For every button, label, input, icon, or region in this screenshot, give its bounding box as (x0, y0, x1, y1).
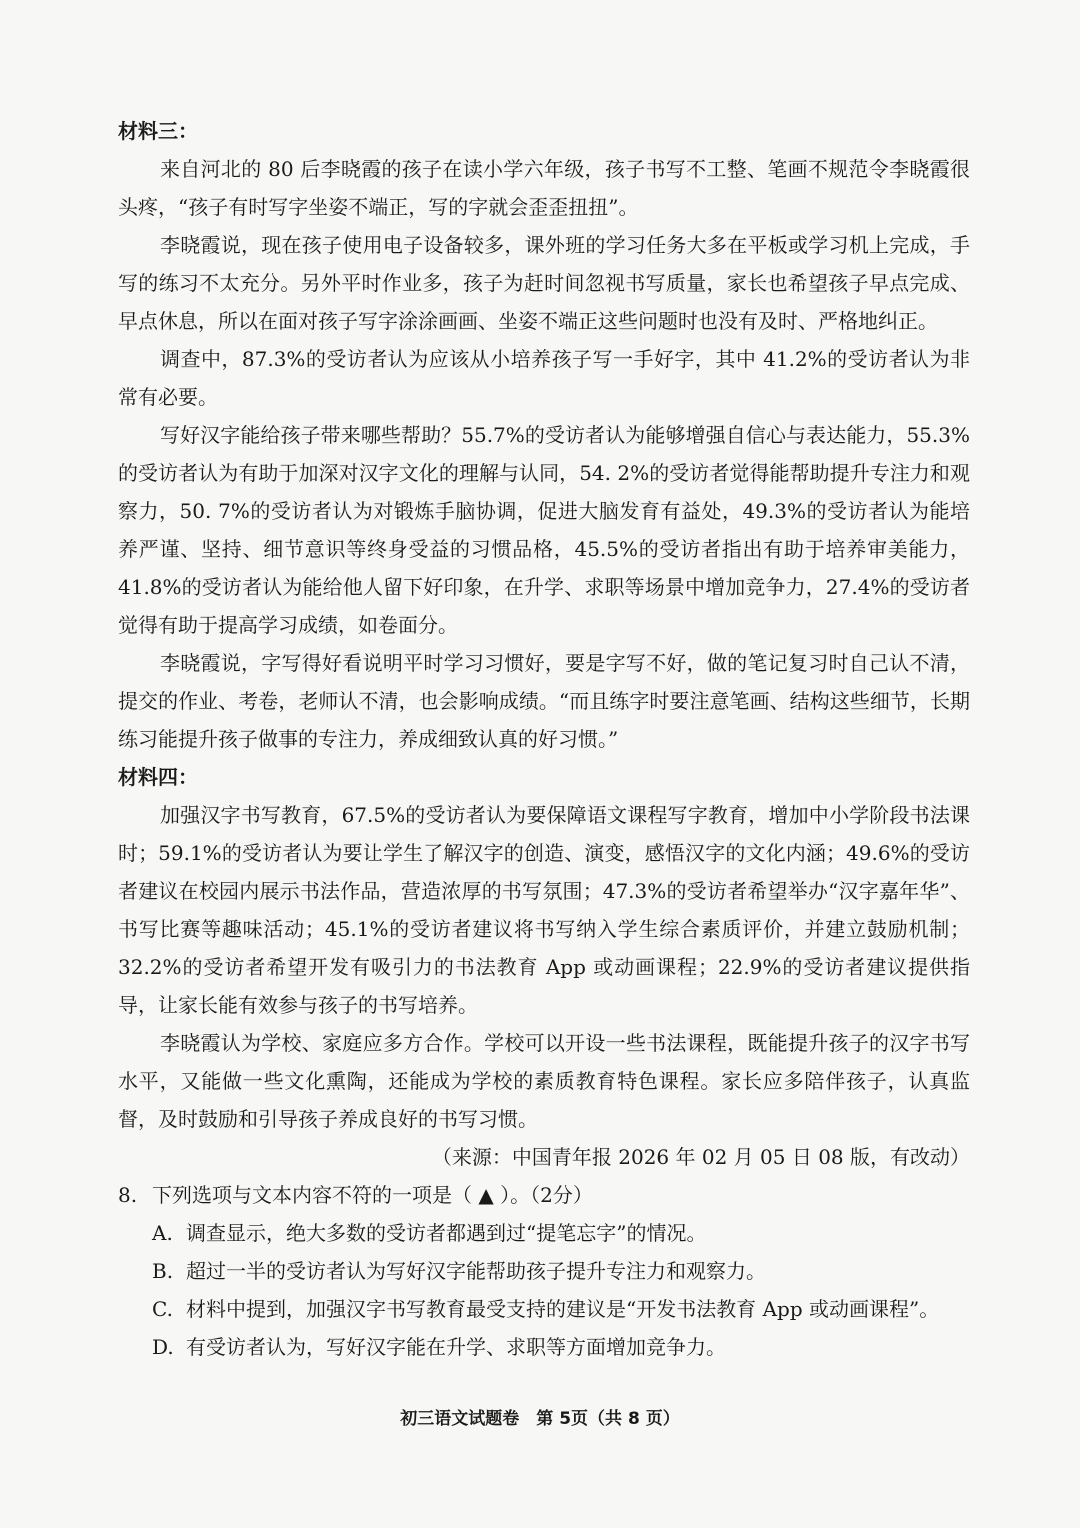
question-number: 8. (118, 1183, 138, 1207)
material-4-heading: 材料四： (118, 765, 198, 789)
exam-page (118, 112, 970, 1366)
option-letter: D. (152, 1335, 174, 1359)
option-letter: B. (152, 1259, 174, 1283)
option-letter: C. (152, 1297, 173, 1321)
material-4-paragraph-1: 加强汉字书写教育，67.5%的受访者认为要保障语文课程写字教育，增加中小学阶段书法课时；59.1%的受访者认为要让学生了解汉字的创造、演变，感悟汉字的文化内涵；49.6%的受访者建议在校园内展示书法作品，营造浓厚的书写氛围；47.3%的受访者希望举办“汉字嘉年华”、书写比赛等趣味活动；45.1%的受访者建议将书写纳入学生综合素质评价，并建立鼓励机制；32.2%的受访者希望开发有吸引力的书法教育 App 或动画课程；22.9%的受访者建议提供指导，让家长能有效参与孩子的书写培养。 (118, 803, 970, 1017)
source-citation: （来源：中国青年报 2026 年 02 月 05 日 08 版，有改动） (431, 1145, 970, 1169)
material-3-paragraph-3: 调查中，87.3%的受访者认为应该从小培养孩子写一手好字，其中 41.2%的受访者认为非常有必要。 (118, 347, 970, 409)
material-3-paragraph-5: 李晓霞说，字写得好看说明平时学习习惯好，要是字写不好，做的笔记复习时自己认不清，提交的作业、考卷，老师认不清，也会影响成绩。“而且练字时要注意笔画、结构这些细节，长期练习能提升孩子做事的专注力，养成细致认真的好习惯。” (118, 651, 970, 751)
material-3-paragraph-1: 来自河北的 80 后李晓霞的孩子在读小学六年级，孩子书写不工整、笔画不规范令李晓霞很头疼，“孩子有时写字坐姿不端正，写的字就会歪歪扭扭”。 (118, 157, 970, 219)
option-a (118, 1214, 970, 1252)
page-footer: 初三语文试题卷 第 5页（共 8 页） (400, 1409, 680, 1429)
option-b (118, 1252, 970, 1290)
material-3-paragraph-2: 李晓霞说，现在孩子使用电子设备较多，课外班的学习任务大多在平板或学习机上完成，手写的练习不太充分。另外平时作业多，孩子为赶时间忽视书写质量，家长也希望孩子早点完成、早点休息，所以在面对孩子写字涂涂画画、坐姿不端正这些问题时也没有及时、严格地纠正。 (118, 233, 970, 333)
material-3-heading: 材料三： (118, 119, 198, 143)
question-stem (118, 1176, 970, 1214)
option-text: 调查显示，绝大多数的受访者都遇到过“提笔忘字”的情况。 (186, 1221, 707, 1245)
option-text: 有受访者认为，写好汉字能在升学、求职等方面增加竞争力。 (186, 1335, 726, 1359)
option-d (118, 1328, 970, 1366)
question-stem-text: 下列选项与文本内容不符的一项是（ ▲ ）。（2分） (152, 1183, 593, 1207)
material-4-paragraph-2: 李晓霞认为学校、家庭应多方合作。学校可以开设一些书法课程，既能提升孩子的汉字书写水平，又能做一些文化熏陶，还能成为学校的素质教育特色课程。家长应多陪伴孩子，认真监督，及时鼓励和引导孩子养成良好的书写习惯。 (118, 1031, 970, 1131)
option-text: 材料中提到，加强汉字书写教育最受支持的建议是“开发书法教育 App 或动画课程”。 (186, 1297, 940, 1321)
option-letter: A. (152, 1221, 173, 1245)
option-text: 超过一半的受访者认为写好汉字能帮助孩子提升专注力和观察力。 (186, 1259, 766, 1283)
material-3-paragraph-4: 写好汉字能给孩子带来哪些帮助？55.7%的受访者认为能够增强自信心与表达能力，55.3%的受访者认为有助于加深对汉字文化的理解与认同，54. 2%的受访者觉得能帮助提升专注力和观察力，50. 7%的受访者认为对锻炼手脑协调，促进大脑发育有益处，49.3%的受访者认为能培养严谨、坚持、细节意识等终身受益的习惯品格，45.5%的受访者指出有助于培养审美能力，41.8%的受访者认为能给他人留下好印象，在升学、求职等场景中增加竞争力，27.4%的受访者觉得有助于提高学习成绩，如卷面分。 (118, 423, 970, 637)
option-c (118, 1290, 970, 1328)
question-8 (118, 1176, 970, 1366)
